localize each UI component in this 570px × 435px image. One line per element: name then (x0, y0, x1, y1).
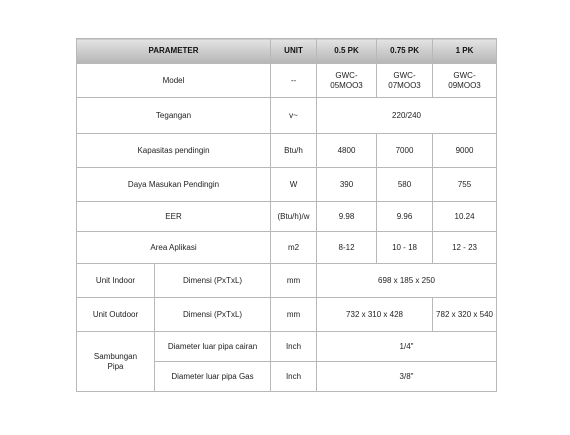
pipa-cairan-value: 1/4" (317, 332, 497, 362)
tegangan-unit: v~ (271, 98, 317, 134)
kapasitas-label: Kapasitas pendingin (77, 134, 271, 168)
indoor-group: Unit Indoor (77, 264, 155, 298)
pipa-group: Sambungan Pipa (77, 332, 155, 392)
header-row (77, 39, 497, 64)
eer-1pk: 10.24 (433, 202, 497, 232)
header-075pk: 0.75 PK (377, 39, 433, 64)
kapasitas-075pk: 7000 (377, 134, 433, 168)
row-kapasitas (77, 134, 497, 168)
row-pipa-cairan (77, 332, 497, 362)
model-label: Model (77, 64, 271, 98)
row-eer (77, 202, 497, 232)
eer-unit: (Btu/h)/w (271, 202, 317, 232)
eer-05pk: 9.98 (317, 202, 377, 232)
eer-075pk: 9.96 (377, 202, 433, 232)
outdoor-unit: mm (271, 298, 317, 332)
pipa-cairan-label: Diameter luar pipa cairan (155, 332, 271, 362)
row-indoor (77, 264, 497, 298)
header-1pk: 1 PK (433, 39, 497, 64)
row-area (77, 232, 497, 264)
model-075pk: GWC- 07MOO3 (377, 64, 433, 98)
kapasitas-unit: Btu/h (271, 134, 317, 168)
outdoor-group: Unit Outdoor (77, 298, 155, 332)
eer-label: EER (77, 202, 271, 232)
tegangan-label: Tegangan (77, 98, 271, 134)
daya-1pk: 755 (433, 168, 497, 202)
pipa-cairan-unit: Inch (271, 332, 317, 362)
spec-table-container (76, 38, 497, 392)
row-model (77, 64, 497, 98)
area-label: Area Aplikasi (77, 232, 271, 264)
row-daya (77, 168, 497, 202)
daya-unit: W (271, 168, 317, 202)
indoor-unit: mm (271, 264, 317, 298)
daya-075pk: 580 (377, 168, 433, 202)
pipa-gas-value: 3/8" (317, 362, 497, 392)
pipa-gas-unit: Inch (271, 362, 317, 392)
model-1pk: GWC- 09MOO3 (433, 64, 497, 98)
model-unit: -- (271, 64, 317, 98)
row-outdoor (77, 298, 497, 332)
indoor-label: Dimensi (PxTxL) (155, 264, 271, 298)
model-05pk: GWC- 05MOO3 (317, 64, 377, 98)
outdoor-label: Dimensi (PxTxL) (155, 298, 271, 332)
area-1pk: 12 - 23 (433, 232, 497, 264)
header-05pk: 0.5 PK (317, 39, 377, 64)
header-parameter: PARAMETER (77, 39, 271, 64)
indoor-value: 698 x 185 x 250 (317, 264, 497, 298)
tegangan-value: 220/240 (317, 98, 497, 134)
area-05pk: 8-12 (317, 232, 377, 264)
row-tegangan (77, 98, 497, 134)
daya-label: Daya Masukan Pendingin (77, 168, 271, 202)
area-075pk: 10 - 18 (377, 232, 433, 264)
daya-05pk: 390 (317, 168, 377, 202)
kapasitas-1pk: 9000 (433, 134, 497, 168)
spec-table (76, 38, 497, 392)
pipa-gas-label: Diameter luar pipa Gas (155, 362, 271, 392)
outdoor-value-1pk: 782 x 320 x 540 (433, 298, 497, 332)
area-unit: m2 (271, 232, 317, 264)
header-unit: UNIT (271, 39, 317, 64)
outdoor-value-05-075: 732 x 310 x 428 (317, 298, 433, 332)
kapasitas-05pk: 4800 (317, 134, 377, 168)
